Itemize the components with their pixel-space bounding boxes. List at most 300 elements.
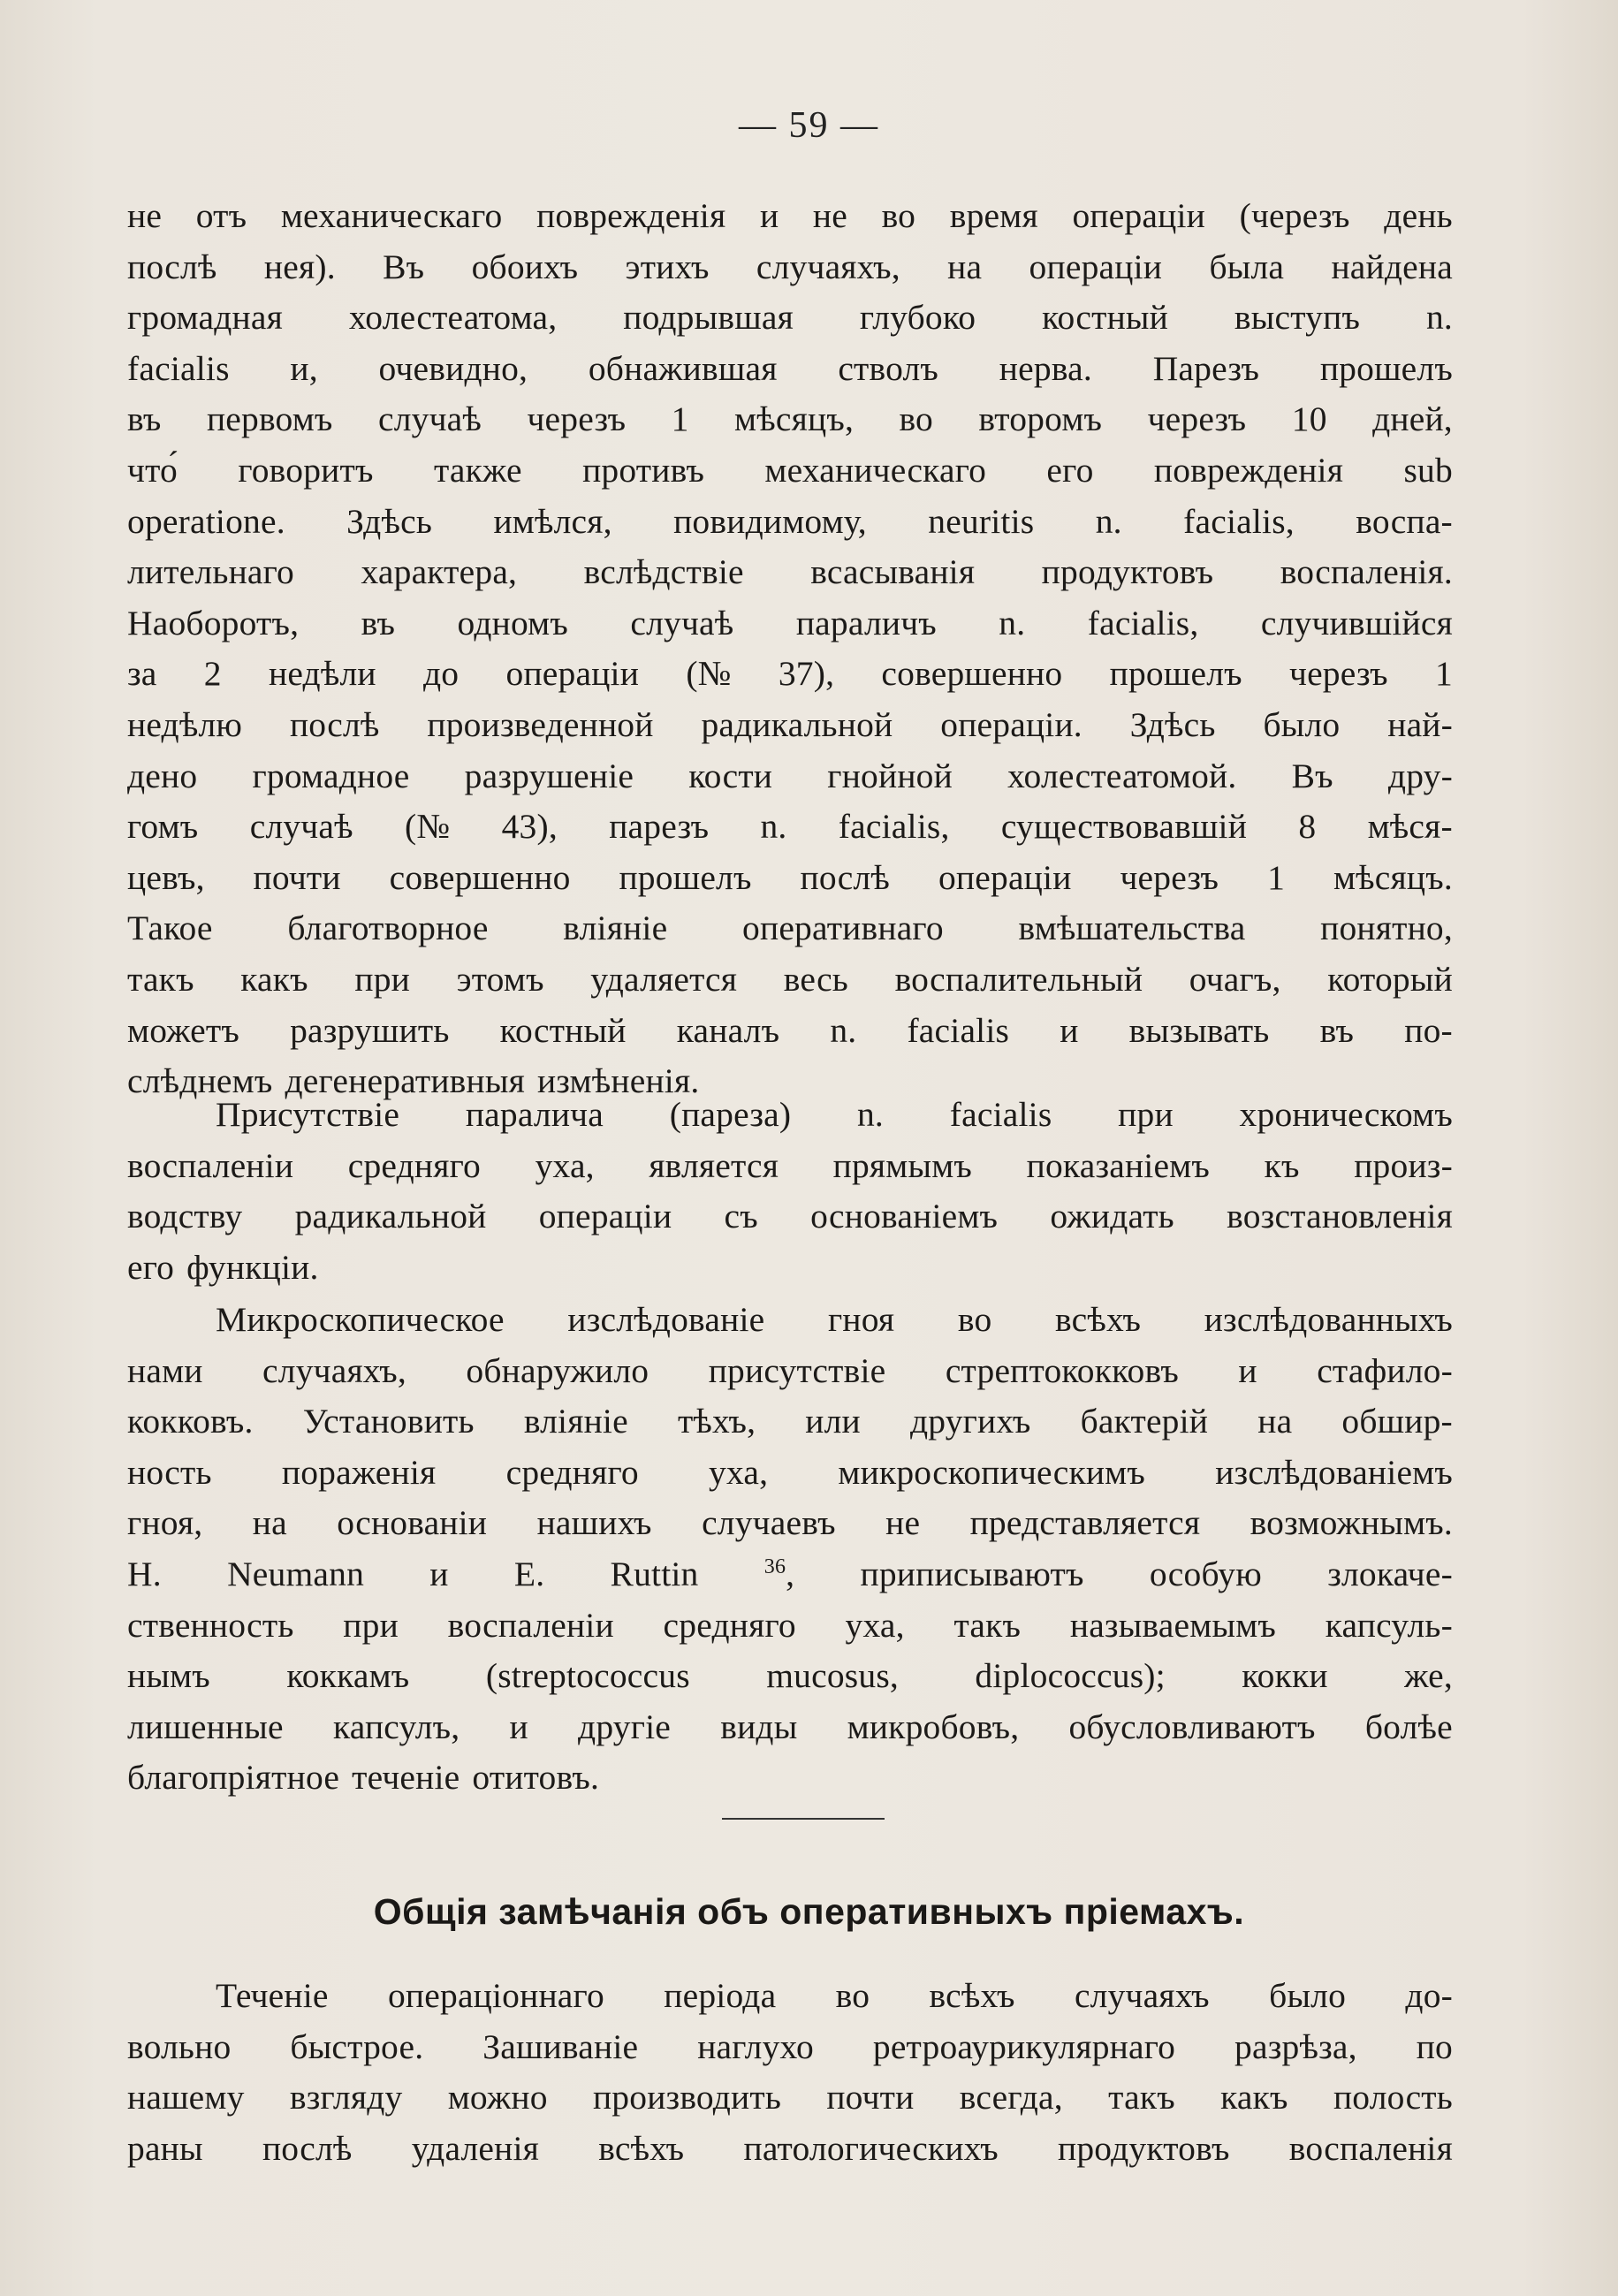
text-line [127,853,1453,904]
word: операціи. [940,704,1082,744]
word: вызывать [1128,1010,1270,1050]
word: параличъ [795,603,937,642]
word: n. [760,807,787,847]
word: водству [127,1197,243,1236]
word: быстрое. [290,2026,424,2066]
word: пораженія [281,1452,437,1492]
word: facialis [127,348,230,388]
word: вліяніе [523,1402,628,1441]
word: 1 [671,399,689,439]
word: не [885,1503,921,1543]
word: операціи [505,654,640,694]
word: при [1118,1095,1174,1134]
text-line [127,649,1453,700]
word: холестеатома, [348,298,558,338]
word: періода [664,1976,777,2015]
word: измѣненія. [536,1061,700,1101]
word: отъ [195,196,247,235]
word: diplococcus); [975,1656,1166,1696]
word: и [429,1554,449,1593]
word: най- [1387,704,1453,744]
word: n. [1095,501,1122,541]
word: n. [999,603,1026,642]
word: гноя, [127,1503,203,1543]
word: Присутствіе [216,1095,400,1134]
word: дней, [1372,399,1453,439]
word: другіе [578,1707,672,1746]
word: какъ [240,959,308,999]
word: 10 [1291,399,1327,439]
word: facialis, [1183,501,1295,541]
text-line [127,802,1453,853]
word: facialis [907,1010,1010,1050]
word: воспаленіи [127,1145,294,1185]
word: средняго [663,1605,796,1645]
word: также [433,450,522,490]
word: выступъ [1234,298,1361,338]
text-line [127,1243,1453,1294]
word: ность [127,1452,212,1492]
word: микроскопическимъ [838,1452,1146,1492]
word: была [1209,247,1285,286]
word: разрушеніе [464,756,634,795]
word: Установить [302,1402,475,1441]
word: нами [127,1350,203,1390]
word: найдена [1331,247,1453,286]
word: такъ [127,959,194,999]
word: уха, [535,1145,595,1185]
word: продуктовъ [1058,2128,1230,2168]
word: Въ [383,247,425,286]
word: характера, [361,552,518,592]
word: костный [1042,298,1168,338]
word: этомъ [456,959,544,999]
word: средняго [347,1145,481,1185]
word: стволъ [838,348,939,388]
word: по [1416,2026,1453,2066]
word: и, [290,348,318,388]
word: удаленія [411,2128,540,2168]
word: операціи [1029,247,1163,286]
word: благопріятное [127,1758,340,1798]
word: на [252,1503,287,1543]
word: каналъ [676,1010,780,1050]
word: кости [688,756,773,795]
word: теченіе [352,1758,460,1798]
word: къ [1264,1145,1300,1185]
text-line [127,1141,1453,1192]
word: Теченіе [216,1976,329,2015]
word: операціоннаго [387,1976,604,2015]
word: разрушить [290,1010,450,1050]
word: оперативнаго [742,909,944,948]
word: прямымъ [832,1145,973,1185]
word: слѣднемъ [127,1061,273,1101]
text-line [127,1295,1453,1346]
paragraph-facial-nerve-paresis [127,191,1453,1107]
word: громадное [252,756,410,795]
word: послѣ [289,704,380,744]
word: изслѣдованіе [567,1300,765,1339]
word: 43), [501,807,558,847]
word: почти [253,857,341,897]
word: этихъ [625,247,710,286]
word: и [1238,1350,1257,1390]
word: Ruttin [610,1554,699,1593]
word: нерва. [999,348,1092,388]
word: на [1257,1402,1293,1441]
word: послѣ [127,247,217,286]
word: кокки [1242,1656,1328,1696]
word: костный [499,1010,627,1050]
word: на [947,247,983,286]
word: всѣхъ [1055,1300,1142,1339]
text-line [127,1971,1453,2022]
word: facialis [949,1095,1052,1134]
word: основаніемъ [810,1197,999,1236]
word: изслѣдованныхъ [1204,1300,1453,1339]
word: въ [127,399,162,439]
word: мѣся- [1367,807,1453,847]
word: воспа- [1356,501,1453,541]
word: черезъ [1120,857,1219,897]
word: почти [826,2078,915,2117]
word: стафило- [1317,1350,1453,1390]
word: первомъ [206,399,333,439]
word: случившійся [1260,603,1453,642]
word: патологическихъ [743,2128,999,2168]
word: sub [1403,450,1453,490]
word: E. [513,1554,545,1593]
word: Neumann [227,1554,365,1593]
word: злокаче- [1327,1554,1453,1593]
word: во [835,1976,870,2015]
word: приписываютъ [860,1554,1084,1593]
word: поврежденія [536,196,726,235]
word: произ- [1354,1145,1453,1185]
word: facialis, [1087,603,1199,642]
text-line [127,1448,1453,1499]
paragraph-microscopic-examination [127,1295,1453,1804]
text-line [127,1396,1453,1448]
text-line [127,751,1453,802]
text-line [127,2022,1453,2073]
word: представляется [969,1503,1201,1543]
word: операціи [1072,196,1205,235]
word: холестеатомой. [1007,756,1237,795]
word: особую [1149,1554,1262,1593]
word: возможнымъ. [1250,1503,1453,1543]
word: отитовъ. [472,1758,600,1798]
word: виды [720,1707,798,1746]
word: было [1263,704,1341,744]
word: дегенеративныя [285,1061,525,1101]
word: гнойной [827,756,953,795]
word: послѣ [800,857,891,897]
word: капсуль- [1325,1605,1453,1645]
word: нашему [127,2078,245,2117]
word: всегда, [959,2078,1063,2117]
word: (черезъ [1239,196,1350,235]
word: за [127,654,157,694]
word: присутствіе [708,1350,886,1390]
word: гомъ [127,807,199,847]
word: удаляется [590,959,738,999]
text-line [127,1651,1453,1702]
word: Здѣсь [346,501,433,541]
text-line [127,293,1453,344]
word: при [343,1605,399,1645]
word: обоихъ [471,247,579,286]
text-line [127,1006,1453,1057]
word: цевъ, [127,857,205,897]
word: время [949,196,1038,235]
word: до [423,654,460,694]
word: продуктовъ [1041,552,1214,592]
word: совершенно [389,857,571,897]
word: говоритъ [238,450,374,490]
word: парезъ [609,807,710,847]
word: facialis, [838,807,950,847]
word: при [354,959,411,999]
word: ожидать [1050,1197,1174,1236]
word: черезъ [1289,654,1388,694]
word: произведенной [427,704,654,744]
word: прошелъ [1319,348,1453,388]
text-line [127,1191,1453,1243]
word: всѣхъ [598,2128,685,2168]
word: гноя [827,1300,895,1339]
word: mucosus, [766,1656,899,1696]
word: черезъ [1147,399,1247,439]
text-line [127,1752,1453,1804]
word: лительнаго [127,552,295,592]
word: и [759,196,779,235]
word: хроническомъ [1239,1095,1453,1134]
word: нашихъ [536,1503,652,1543]
word: основаніи [337,1503,488,1543]
word: Здѣсь [1129,704,1216,744]
word: Зашиваніе [482,2026,639,2066]
word: понятно, [1320,909,1453,948]
word: уха, [845,1605,905,1645]
section-heading: Общія замѣчанія объ оперативныхъ пріемахъ. [373,1891,1245,1932]
word: обнажившая [588,348,778,388]
word: 1 [1434,654,1453,694]
text-line [127,598,1453,650]
word: весь [783,959,849,999]
word: всѣхъ [929,1976,1015,2015]
word: показаніемъ [1026,1145,1211,1185]
text-line [127,903,1453,954]
word: повидимому, [673,501,867,541]
word: очевидно, [378,348,528,388]
word: Микроскопическое [216,1300,505,1339]
word: можно [447,2078,548,2117]
word: случаѣ [249,807,353,847]
word: ственность [127,1605,294,1645]
text-line [127,2124,1453,2175]
section-divider [722,1818,885,1820]
word: возстановленія [1227,1197,1453,1236]
word: (№ [686,654,732,694]
word: подрывшая [623,298,794,338]
text-line [127,344,1453,395]
word: коккамъ [286,1656,410,1696]
word: механическаго [764,450,987,490]
word: изслѣдованіемъ [1215,1452,1453,1492]
word: имѣлся, [493,501,612,541]
word: дено [127,756,198,795]
word: полость [1333,2078,1453,2117]
word: такъ [953,1605,1022,1645]
text-line [127,1702,1453,1753]
text-line [127,497,1453,548]
word: 2 [203,654,222,694]
word: neuritis [928,501,1035,541]
word: или [805,1402,861,1441]
word: Парезъ [1152,348,1260,388]
word: взгляду [289,2078,403,2117]
word: радикальной [701,704,893,744]
word: его [1046,450,1094,490]
word: капсулъ, [332,1707,460,1746]
word: n. [1425,298,1453,338]
word: воспаленія [1288,2128,1453,2168]
word: воспаленія. [1280,552,1453,592]
word: во [899,399,933,439]
word: $^{36}$, [763,1554,795,1593]
word: во [881,196,916,235]
word: существовавшій [1000,807,1248,847]
word: вслѣдствіе [583,552,744,592]
word: мѣсяцъ, [734,399,855,439]
word: обусловливаютъ [1068,1707,1316,1746]
word: всасыванія [810,552,976,592]
word: (№ [405,807,451,847]
word: же, [1404,1656,1453,1696]
word: такъ [1108,2078,1175,2117]
word: по- [1404,1010,1453,1050]
word: средняго [505,1452,639,1492]
word: раны [127,2128,203,2168]
word: случаѣ [630,603,734,642]
word: какъ [1220,2078,1288,2117]
word: не [127,196,163,235]
word: уха, [709,1452,769,1492]
word: операціи [938,857,1072,897]
word: случаяхъ, [262,1350,406,1390]
text-line [127,394,1453,445]
text-line [127,191,1453,242]
word: (пареза) [669,1095,792,1134]
word: и [1060,1010,1079,1050]
word: нымъ [127,1656,210,1696]
word: воспалительный [894,959,1143,999]
word: случаѣ [378,399,482,439]
word: во [957,1300,992,1339]
word: глубоко [859,298,976,338]
word: механическаго [280,196,503,235]
word: n. [830,1010,857,1050]
word: совершенно [881,654,1063,694]
word: что́ [127,450,178,490]
word: (streptococcus [485,1656,690,1696]
word: недѣли [269,654,376,694]
word: Наоборотъ, [127,603,300,642]
word: болѣе [1364,1707,1453,1746]
word: является [649,1145,779,1185]
word: и [509,1707,528,1746]
word: operatione. [127,501,285,541]
word: микробовъ, [847,1707,1020,1746]
word: случаяхъ, [756,247,900,286]
word: одномъ [457,603,568,642]
word: лишенные [127,1707,284,1746]
word: случаяхъ [1074,1976,1210,2015]
word: съ [724,1197,758,1236]
word: паралича [465,1095,604,1134]
word: прошелъ [619,857,752,897]
text-line [127,2072,1453,2124]
word: Такое [127,909,213,948]
word: громадная [127,298,283,338]
word: наглухо [697,2026,814,2066]
word: радикальной [294,1197,487,1236]
page-number: — 59 — [739,105,879,146]
word: было [1269,1976,1347,2015]
word: стрептококковъ [945,1350,1179,1390]
word: послѣ [262,2128,353,2168]
word: операціи [538,1197,672,1236]
word: другихъ [909,1402,1031,1441]
text-line [127,1346,1453,1397]
word: прошелъ [1109,654,1242,694]
word: n. [856,1095,884,1134]
word: дру- [1387,756,1453,795]
paragraph-indication-radical-operation [127,1090,1453,1293]
text-line [127,547,1453,598]
word: противъ [582,450,705,490]
word: который [1327,959,1453,999]
word: очагъ, [1189,959,1281,999]
word: функціи. [186,1247,319,1287]
word: можетъ [127,1010,239,1050]
word: разрѣза, [1234,2026,1357,2066]
word: день [1384,196,1453,235]
word: H. [127,1554,162,1593]
word: называемымъ [1069,1605,1277,1645]
word: нея). [263,247,336,286]
word: поврежденія [1153,450,1344,490]
text-line [127,1600,1453,1652]
word: вліяніе [563,909,668,948]
word: мѣсяцъ. [1333,857,1453,897]
word: воспаленіи [447,1605,614,1645]
text-line [127,954,1453,1006]
text-line [127,242,1453,293]
word: обнаружило [466,1350,649,1390]
text-line [127,1549,1453,1600]
word: 8 [1298,807,1317,847]
word: обшир- [1341,1402,1453,1441]
word: въ [361,603,396,642]
text-line [127,1090,1453,1141]
word: не [812,196,847,235]
word: второмъ [978,399,1103,439]
word: недѣлю [127,704,243,744]
word: Въ [1291,756,1333,795]
